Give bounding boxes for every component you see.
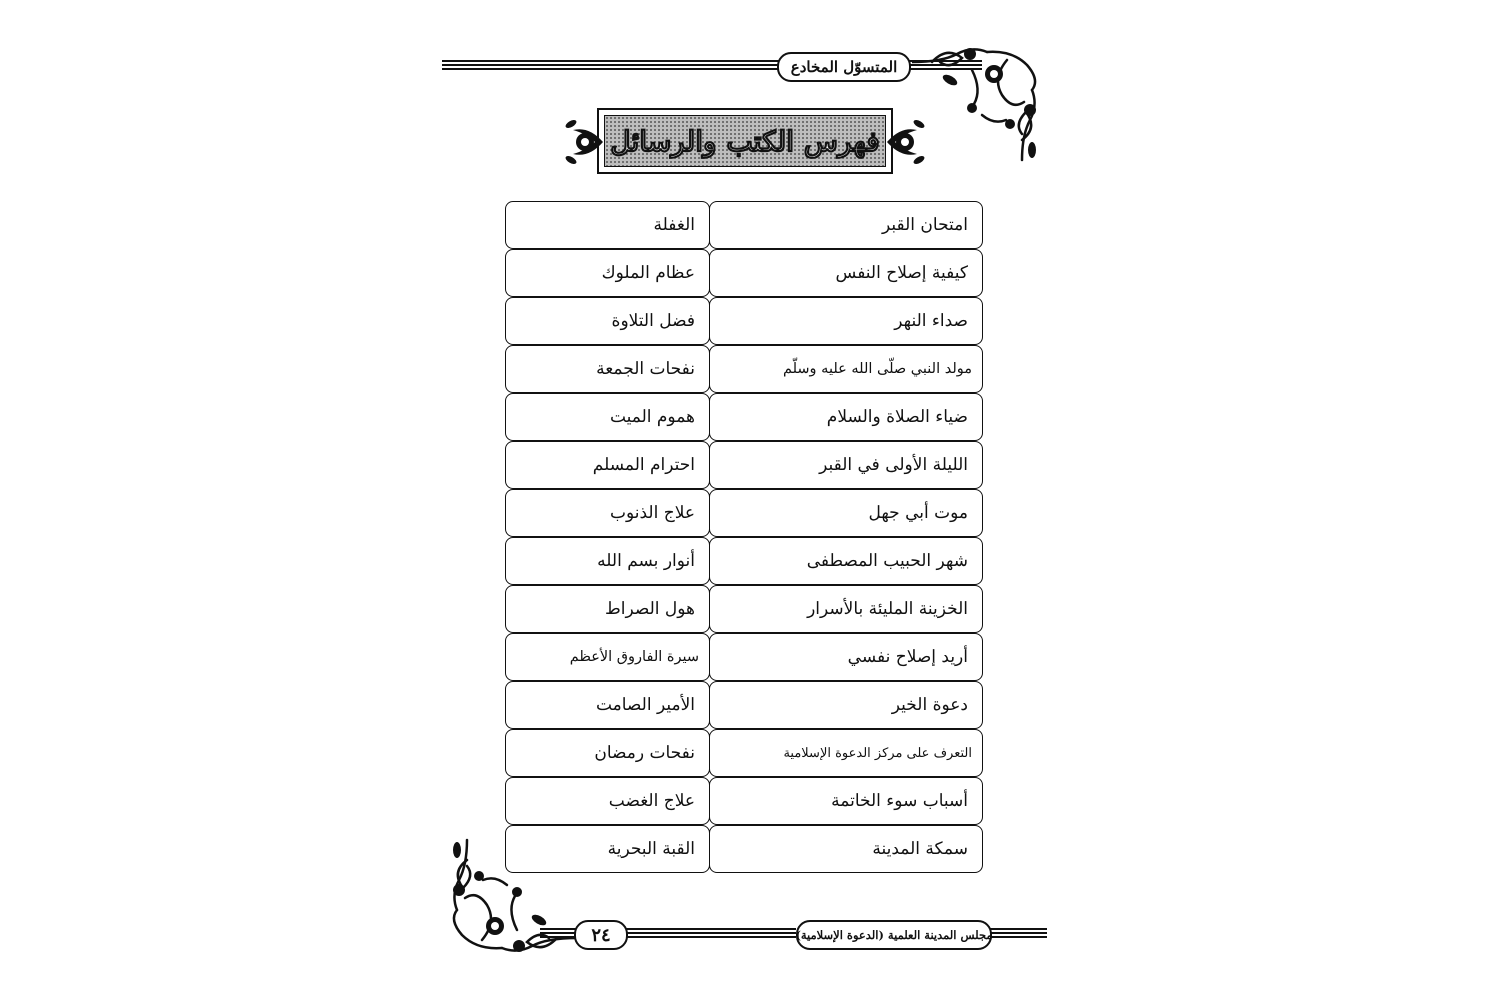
index-entry: الخزينة المليئة بالأسرار <box>709 585 983 633</box>
index-entry: هول الصراط <box>505 585 710 633</box>
index-entry: علاج الذنوب <box>505 489 710 537</box>
table-row <box>505 393 983 441</box>
book-title: المتسوّل المخادع <box>777 52 911 82</box>
banner-frame <box>597 108 893 174</box>
table-row <box>505 297 983 345</box>
corner-ornament-bottom-left-icon <box>442 835 577 960</box>
table-row <box>505 345 983 393</box>
footer-rule <box>985 928 1047 938</box>
table-row <box>505 537 983 585</box>
index-entry: القبة البحرية <box>505 825 710 873</box>
index-entry: التعرف على مركز الدعوة الإسلامية <box>709 729 983 777</box>
table-row <box>505 777 983 825</box>
index-entry: دعوة الخير <box>709 681 983 729</box>
publisher-label: مجلس المدينة العلمية (الدعوة الإسلامية) <box>796 920 992 950</box>
index-entry: احترام المسلم <box>505 441 710 489</box>
footer-rule <box>620 928 796 938</box>
section-banner <box>565 108 925 174</box>
index-entry: نفحات رمضان <box>505 729 710 777</box>
table-row <box>505 201 983 249</box>
index-entry: أسباب سوء الخاتمة <box>709 777 983 825</box>
banner-ornament-right-icon <box>885 116 925 168</box>
page-number: ٢٤ <box>574 920 628 950</box>
index-entry: نفحات الجمعة <box>505 345 710 393</box>
index-entry: شهر الحبيب المصطفى <box>709 537 983 585</box>
index-entry: مولد النبي صلّى الله عليه وسلّم <box>709 345 983 393</box>
index-entry: الأمير الصامت <box>505 681 710 729</box>
table-row <box>505 729 983 777</box>
table-row <box>505 441 983 489</box>
index-entry: كيفية إصلاح النفس <box>709 249 983 297</box>
index-entry: علاج الغضب <box>505 777 710 825</box>
index-entry: ضياء الصلاة والسلام <box>709 393 983 441</box>
index-table <box>505 201 983 873</box>
banner-title: فهرس الكتب والرسائل <box>610 124 880 158</box>
index-entry: أريد إصلاح نفسي <box>709 633 983 681</box>
index-entry: أنوار بسم الله <box>505 537 710 585</box>
table-row <box>505 681 983 729</box>
index-entry: امتحان القبر <box>709 201 983 249</box>
index-entry: الغفلة <box>505 201 710 249</box>
index-entry: الليلة الأولى في القبر <box>709 441 983 489</box>
table-row <box>505 585 983 633</box>
index-entry: صداء النهر <box>709 297 983 345</box>
corner-ornament-top-right-icon <box>912 40 1047 165</box>
index-entry: عظام الملوك <box>505 249 710 297</box>
table-row <box>505 633 983 681</box>
index-entry: سمكة المدينة <box>709 825 983 873</box>
index-entry: فضل التلاوة <box>505 297 710 345</box>
index-entry: موت أبي جهل <box>709 489 983 537</box>
index-entry: هموم الميت <box>505 393 710 441</box>
table-row <box>505 489 983 537</box>
table-row <box>505 249 983 297</box>
index-entry: سيرة الفاروق الأعظم <box>505 633 710 681</box>
